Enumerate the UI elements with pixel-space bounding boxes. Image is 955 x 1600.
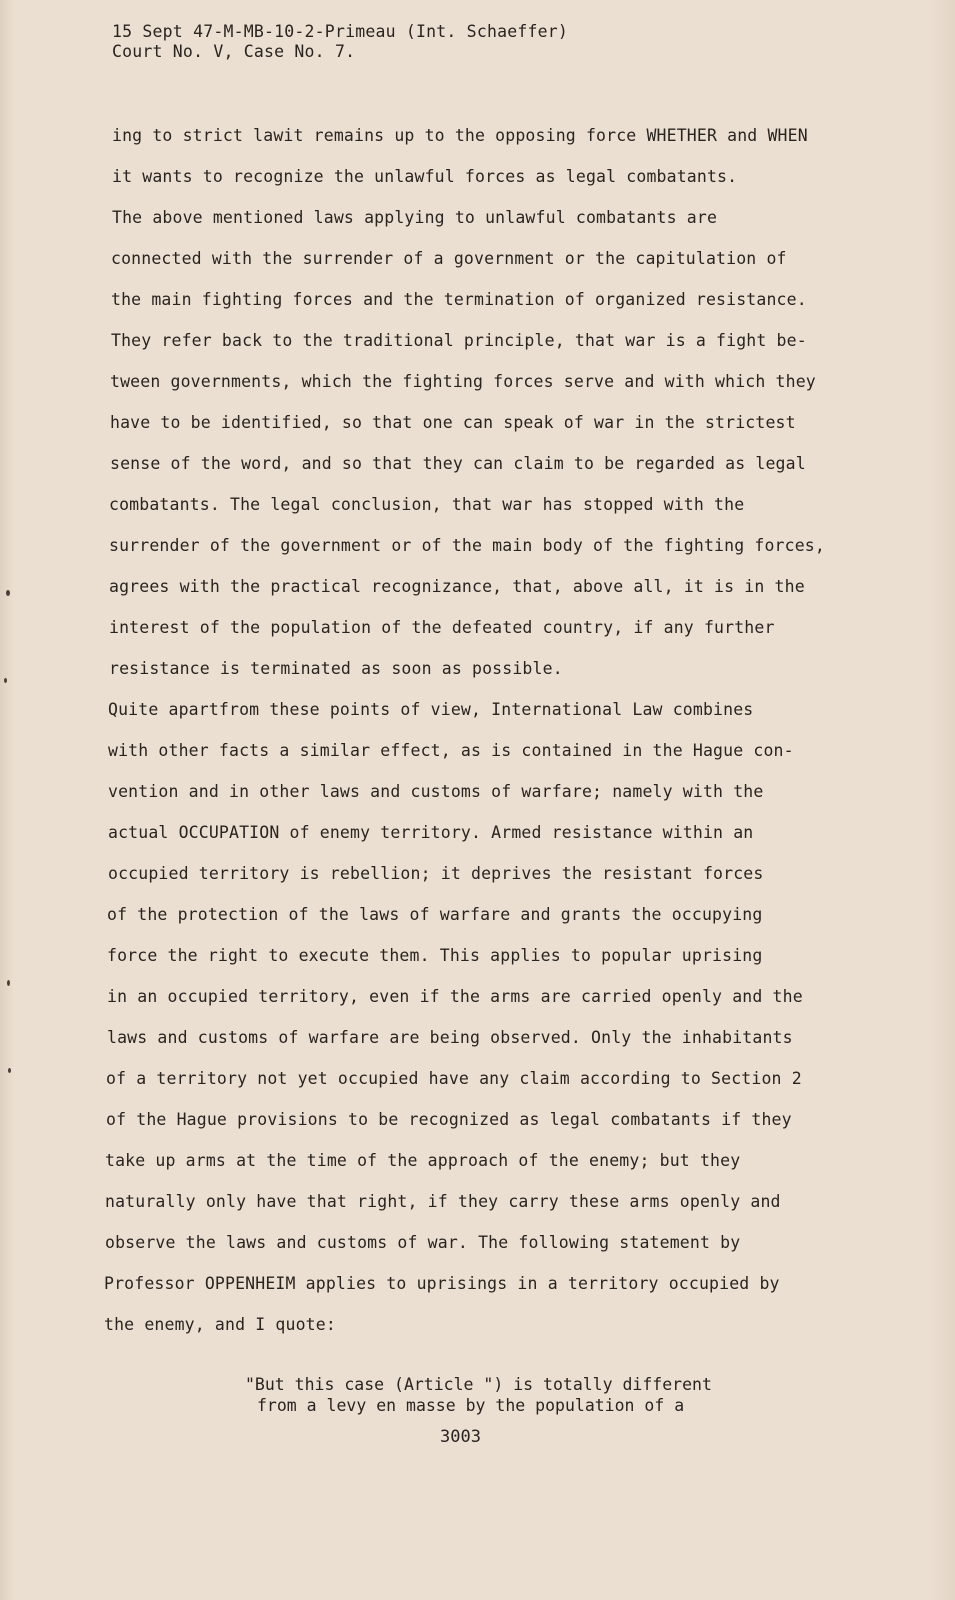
text-line: force the right to execute them. This applies to popular uprising (107, 946, 763, 965)
text-line: of the protection of the laws of warfare and grants the occupying (107, 905, 763, 924)
text-line: surrender of the government or of the main body of the fighting forces, (109, 536, 825, 555)
text-line: naturally only have that right, if they carry these arms openly and (105, 1192, 781, 1211)
text-line: Quite apartfrom these points of view, International Law combines (108, 700, 754, 719)
text-line: have to be identified, so that one can speak of war in the strictest (110, 413, 796, 432)
document-header (112, 22, 568, 62)
text-line: combatants. The legal conclusion, that war has stopped with the (109, 495, 745, 514)
text-line: the enemy, and I quote: (104, 1315, 336, 1334)
text-line: the main fighting forces and the termination of organized resistance. (111, 290, 807, 309)
text-line: observe the laws and customs of war. The following statement by (105, 1233, 741, 1252)
text-line: interest of the population of the defeated country, if any further (109, 618, 775, 637)
text-line: They refer back to the traditional principle, that war is a fight be- (111, 331, 807, 350)
text-line: in an occupied territory, even if the arms are carried openly and the (107, 987, 803, 1006)
text-line: of the Hague provisions to be recognized as legal combatants if they (106, 1110, 792, 1129)
text-line: laws and customs of warfare are being observed. Only the inhabitants (107, 1028, 793, 1047)
margin-speck (6, 590, 10, 596)
text-line: tween governments, which the fighting forces serve and with which they (110, 372, 816, 391)
quote-line: "But this case (Article ") is totally different (245, 1375, 712, 1394)
header-court-reference: Court No. V, Case No. 7. (112, 42, 356, 61)
text-line: of a territory not yet occupied have any claim according to Section 2 (106, 1069, 802, 1088)
text-line: take up arms at the time of the approach of the enemy; but they (105, 1151, 741, 1170)
text-line: actual OCCUPATION of enemy territory. Armed resistance within an (108, 823, 754, 842)
text-line: sense of the word, and so that they can claim to be regarded as legal (110, 454, 806, 473)
text-line: it wants to recognize the unlawful forces as legal combatants. (112, 167, 738, 186)
block-quote (245, 1374, 712, 1416)
page-number: 3003 (440, 1427, 481, 1447)
margin-speck (8, 1068, 11, 1073)
text-line: with other facts a similar effect, as is contained in the Hague con- (108, 741, 794, 760)
text-line: vention and in other laws and customs of warfare; namely with the (108, 782, 764, 801)
margin-speck (7, 980, 10, 986)
text-line: occupied territory is rebellion; it deprives the resistant forces (108, 864, 764, 883)
text-line: Professor OPPENHEIM applies to uprisings in a territory occupied by (104, 1274, 780, 1293)
header-case-reference: 15 Sept 47-M-MB-10-2-Primeau (Int. Schaeffer) (112, 22, 569, 41)
quote-line: from a levy en masse by the population of a (257, 1396, 685, 1415)
margin-speck (4, 678, 7, 683)
text-line: The above mentioned laws applying to unlawful combatants are (112, 208, 718, 227)
text-line: connected with the surrender of a government or the capitulation of (111, 249, 787, 268)
text-line: ing to strict lawit remains up to the opposing force WHETHER and WHEN (112, 126, 808, 145)
text-line: agrees with the practical recognizance, that, above all, it is in the (109, 577, 805, 596)
text-line: resistance is terminated as soon as possible. (109, 659, 563, 678)
